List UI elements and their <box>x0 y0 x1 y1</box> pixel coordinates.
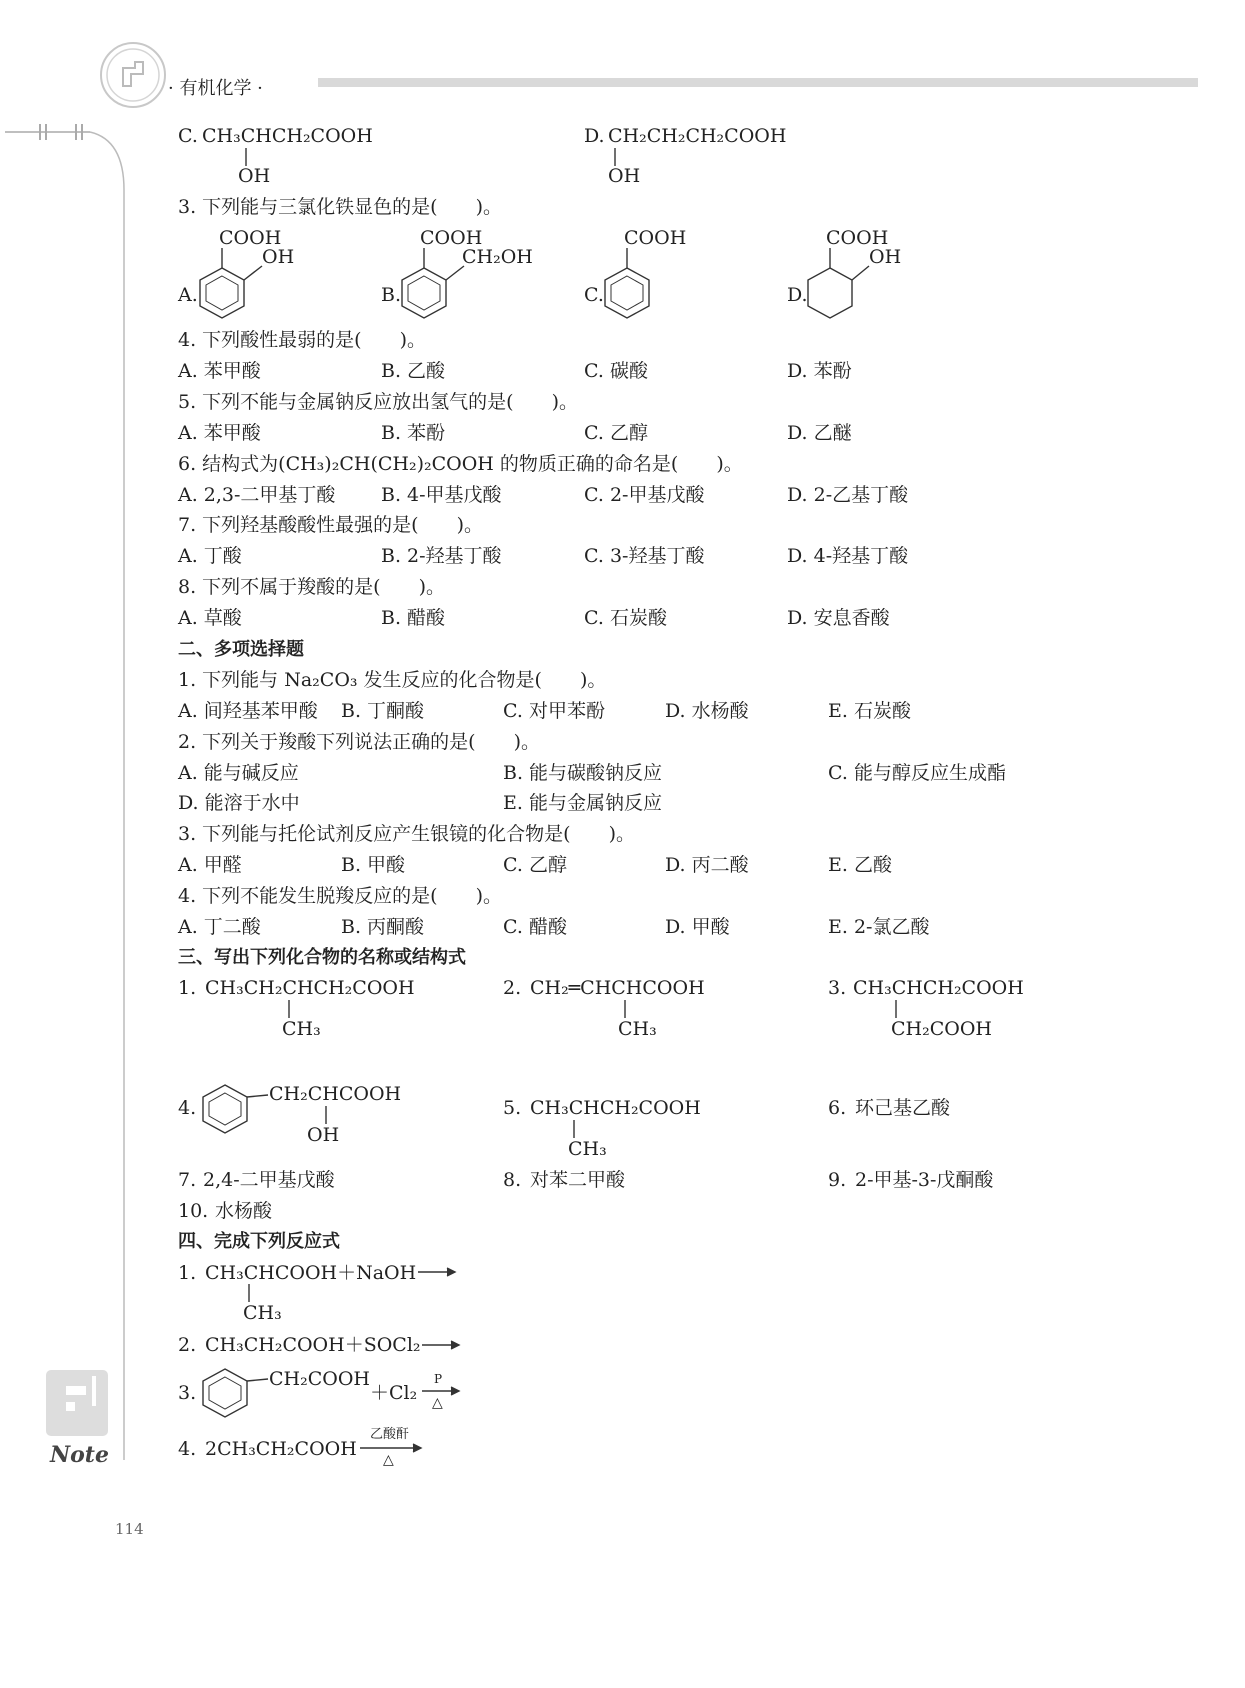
q4-option-c: C. 碳酸 <box>584 360 648 382</box>
s2q4-option-e: E. 2-氯乙酸 <box>828 916 930 938</box>
s3-item3-num: 3. <box>828 977 847 999</box>
s3-item8-num: 8. <box>503 1169 522 1191</box>
q8-stem: 8. 下列不属于羧酸的是( )。 <box>178 576 445 598</box>
q5-stem: 5. 下列不能与金属钠反应放出氢气的是( )。 <box>178 391 578 413</box>
note-icon <box>44 1368 110 1438</box>
q6-option-d: D. 2-乙基丁酸 <box>787 484 909 506</box>
q5-option-b: B. 苯酚 <box>381 422 446 444</box>
s3-item8-text: 对苯二甲酸 <box>530 1169 626 1191</box>
s3-item3-formula: CH₃CHCH₂COOH <box>853 977 1024 999</box>
s4-r3-num: 3. <box>178 1382 197 1404</box>
q6-stem: 6. 结构式为(CH₃)₂CH(CH₂)₂COOH 的物质正确的命名是( )。 <box>178 453 743 475</box>
q2-option-d-label: D. <box>584 125 605 147</box>
s3-item2-formula: CH₂═CHCHCOOH <box>530 977 705 999</box>
s2q1-stem: 1. 下列能与 Na₂CO₃ 发生反应的化合物是( )。 <box>178 669 607 691</box>
q7-option-d: D. 4-羟基丁酸 <box>787 545 909 567</box>
s3-item4-formula: CH₂CHCOOH <box>269 1083 402 1105</box>
s2q3-option-c: C. 乙醇 <box>503 854 567 876</box>
header-logo <box>98 40 168 110</box>
section2-title: 二、多项选择题 <box>178 639 304 660</box>
q2-option-c-label: C. <box>178 125 198 147</box>
s4-r1-formula: CH₃CHCOOH＋NaOH <box>205 1262 417 1284</box>
s3-item4-num: 4. <box>178 1097 197 1119</box>
q3-b-side: CH₂OH <box>462 246 533 268</box>
q7-option-a: A. 丁酸 <box>178 545 242 567</box>
q7-stem: 7. 下列羟基酸酸性最强的是( )。 <box>178 514 483 536</box>
s2q1-option-e: E. 石炭酸 <box>828 700 911 722</box>
s3-item5-num: 5. <box>503 1097 522 1119</box>
s4-r2-formula: CH₃CH₂COOH＋SOCl₂ <box>205 1334 421 1356</box>
s2q4-option-c: C. 醋酸 <box>503 916 567 938</box>
q7-option-b: B. 2-羟基丁酸 <box>381 545 502 567</box>
s4-r4-arrow <box>0 0 1 1</box>
s4-r4-num: 4. <box>178 1438 197 1460</box>
s2q3-option-d: D. 丙二酸 <box>665 854 749 876</box>
q3-a-top: COOH <box>219 227 282 249</box>
s4-r3-formula: CH₂COOH <box>269 1368 370 1390</box>
q5-option-a: A. 苯甲酸 <box>178 422 261 444</box>
s2q1-option-b: B. 丁酮酸 <box>341 700 425 722</box>
q6-option-a: A. 2,3-二甲基丁酸 <box>178 484 336 506</box>
s2q4-option-b: B. 丙酮酸 <box>341 916 425 938</box>
q5-option-c: C. 乙醇 <box>584 422 648 444</box>
s4-r1-num: 1. <box>178 1262 197 1284</box>
s4-r2-num: 2. <box>178 1334 197 1356</box>
s4-r4-formula: 2CH₃CH₂COOH <box>205 1438 357 1460</box>
s3-item1-num: 1. <box>178 977 197 999</box>
q3-a-label: A. <box>178 284 198 306</box>
s4-r1-sub: CH₃ <box>243 1302 282 1324</box>
q4-option-b: B. 乙酸 <box>381 360 446 382</box>
q8-option-a: A. 草酸 <box>178 607 242 629</box>
q3-d-top: COOH <box>826 227 889 249</box>
s4-r4-above: 乙酸酐 <box>370 1427 410 1442</box>
s4-r4-below: △ <box>383 1452 394 1468</box>
s4-r3-reagent: ＋Cl₂ <box>370 1382 418 1404</box>
s3-item10-text: 水杨酸 <box>215 1200 273 1222</box>
s3-item9-num: 9. <box>828 1169 847 1191</box>
s4-r3-below: △ <box>432 1395 443 1411</box>
s2q2-option-b: B. 能与碳酸钠反应 <box>503 762 663 784</box>
q8-option-b: B. 醋酸 <box>381 607 446 629</box>
q8-option-c: C. 石炭酸 <box>584 607 667 629</box>
s4-r3-above: P <box>434 1372 443 1386</box>
q3-c-label: C. <box>584 284 604 306</box>
s3-item2-sub: CH₃ <box>618 1018 657 1040</box>
book-title: · 有机化学 · <box>168 78 263 99</box>
q3-stem: 3. 下列能与三氯化铁显色的是( )。 <box>178 196 502 218</box>
q4-stem: 4. 下列酸性最弱的是( )。 <box>178 329 426 351</box>
header-bar <box>318 78 1198 87</box>
q2-option-c-formula: CH₃CHCH₂COOH <box>202 125 373 147</box>
q5-option-d: D. 乙醚 <box>787 422 852 444</box>
q6-option-b: B. 4-甲基戊酸 <box>381 484 502 506</box>
s3-item6-num: 6. <box>828 1097 847 1119</box>
section3-title: 三、写出下列化合物的名称或结构式 <box>178 947 466 968</box>
s2q4-option-a: A. 丁二酸 <box>178 916 261 938</box>
s3-item3-sub: CH₂COOH <box>891 1018 992 1040</box>
s2q3-option-e: E. 乙酸 <box>828 854 892 876</box>
s2q3-option-b: B. 甲酸 <box>341 854 406 876</box>
s3-item5-sub: CH₃ <box>568 1138 607 1160</box>
q8-option-d: D. 安息香酸 <box>787 607 890 629</box>
s3-item5-formula: CH₃CHCH₂COOH <box>530 1097 701 1119</box>
q4-option-a: A. 苯甲酸 <box>178 360 261 382</box>
s3-item1-formula: CH₃CH₂CHCH₂COOH <box>205 977 415 999</box>
s3-item9-text: 2-甲基-3-戊酮酸 <box>855 1169 994 1191</box>
s3-item6-text: 环己基乙酸 <box>855 1097 951 1119</box>
q7-option-c: C. 3-羟基丁酸 <box>584 545 705 567</box>
margin-rail <box>0 120 140 1520</box>
s2q1-option-a: A. 间羟基苯甲酸 <box>178 700 318 722</box>
section4-title: 四、完成下列反应式 <box>178 1231 340 1252</box>
q4-option-d: D. 苯酚 <box>787 360 852 382</box>
q3-b-top: COOH <box>420 227 483 249</box>
s2q2-stem: 2. 下列关于羧酸下列说法正确的是( )。 <box>178 731 540 753</box>
s3-item7-num: 7. <box>178 1169 197 1191</box>
note-label: Note <box>50 1442 109 1468</box>
q2-option-d-formula: CH₂CH₂CH₂COOH <box>608 125 787 147</box>
q3-d-label: D. <box>787 284 808 306</box>
q2-option-c-sub: OH <box>238 165 271 187</box>
s2q2-option-c: C. 能与醇反应生成酯 <box>828 762 1006 784</box>
q2-option-d-sub: OH <box>608 165 641 187</box>
s2q4-stem: 4. 下列不能发生脱羧反应的是( )。 <box>178 885 502 907</box>
s2q1-option-d: D. 水杨酸 <box>665 700 749 722</box>
q3-b-label: B. <box>381 284 402 306</box>
s3-item1-sub: CH₃ <box>282 1018 321 1040</box>
s2q3-option-a: A. 甲醛 <box>178 854 242 876</box>
q3-c-top: COOH <box>624 227 687 249</box>
s2q2-option-d: D. 能溶于水中 <box>178 792 300 814</box>
s3-item7-text: 2,4-二甲基戊酸 <box>203 1169 335 1191</box>
s3-item4-sub: OH <box>307 1124 340 1146</box>
s2q2-option-e: E. 能与金属钠反应 <box>503 792 662 814</box>
s2q2-option-a: A. 能与碱反应 <box>178 762 299 784</box>
page-number: 114 <box>115 1520 144 1538</box>
s2q3-stem: 3. 下列能与托伦试剂反应产生银镜的化合物是( )。 <box>178 823 635 845</box>
s2q4-option-d: D. 甲酸 <box>665 916 730 938</box>
q3-d-side: OH <box>869 246 902 268</box>
q6-option-c: C. 2-甲基戊酸 <box>584 484 705 506</box>
s3-item10-num: 10. <box>178 1200 209 1222</box>
s2q1-option-c: C. 对甲苯酚 <box>503 700 605 722</box>
s3-item2-num: 2. <box>503 977 522 999</box>
q3-a-side: OH <box>262 246 295 268</box>
